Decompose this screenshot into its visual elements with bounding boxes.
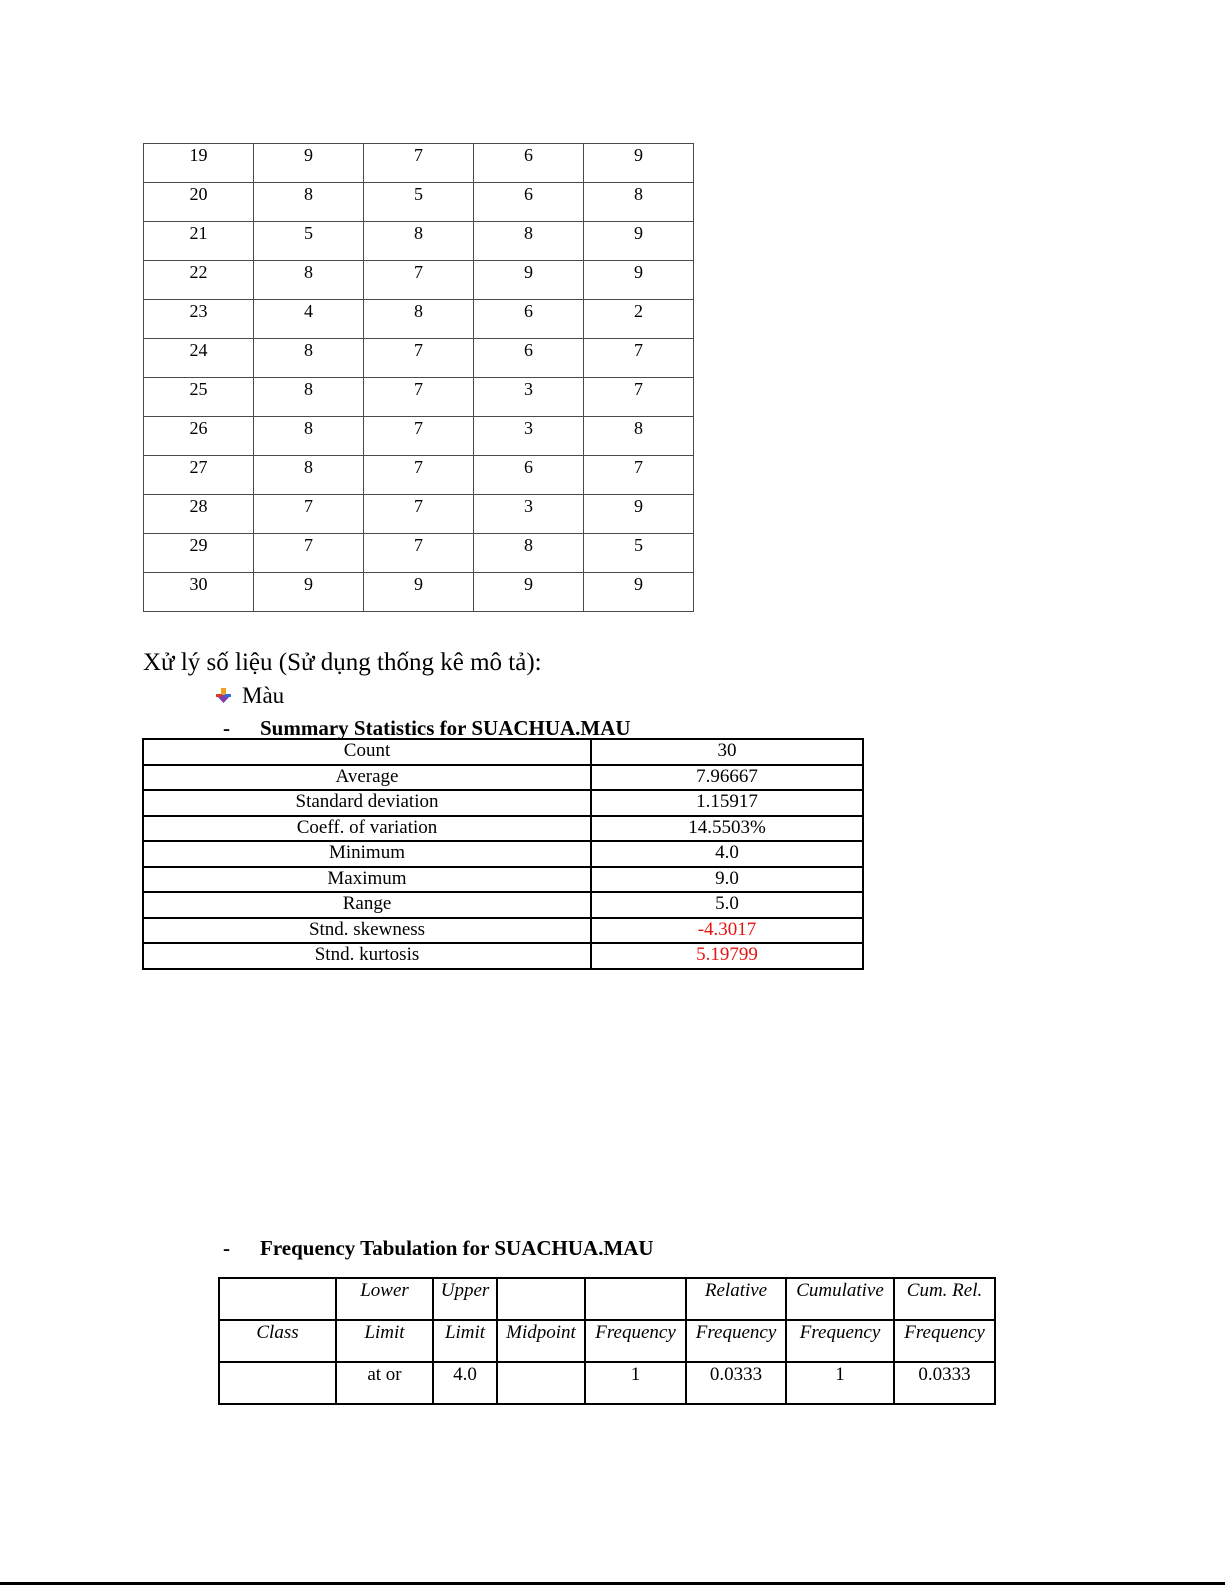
stat-value: 1.15917	[591, 790, 863, 816]
table-cell: 9	[254, 573, 364, 612]
stat-label: Average	[143, 765, 591, 791]
table-row	[144, 222, 694, 261]
row-number-cell: 29	[144, 534, 254, 573]
table-cell: 8	[254, 417, 364, 456]
table-row	[144, 144, 694, 183]
table-cell: 8	[364, 300, 474, 339]
column-header: Cumulative	[786, 1278, 894, 1320]
summary-statistics-table	[142, 738, 864, 970]
table-cell: 7	[364, 456, 474, 495]
table-cell: 8	[254, 183, 364, 222]
table-row	[143, 739, 863, 765]
column-header: Relative	[686, 1278, 786, 1320]
arrow-down-icon	[215, 687, 232, 704]
column-header: Frequency	[585, 1320, 686, 1362]
stat-label: Minimum	[143, 841, 591, 867]
column-header	[585, 1278, 686, 1320]
stat-value: 9.0	[591, 867, 863, 893]
column-header: Frequency	[686, 1320, 786, 1362]
table-cell: 7	[584, 378, 694, 417]
table-row	[143, 918, 863, 944]
table-cell: 3	[474, 495, 584, 534]
table-row	[144, 417, 694, 456]
table-cell: 9	[584, 144, 694, 183]
table-cell: 8	[254, 261, 364, 300]
table-cell: 6	[474, 144, 584, 183]
table-cell: 9	[254, 144, 364, 183]
row-number-cell: 23	[144, 300, 254, 339]
table-cell: 0.0333	[894, 1362, 995, 1404]
table-cell: 7	[584, 339, 694, 378]
column-header: Class	[219, 1320, 336, 1362]
table-cell: 7	[364, 144, 474, 183]
table-cell: 0.0333	[686, 1362, 786, 1404]
table-cell: 8	[254, 378, 364, 417]
header-row	[219, 1320, 995, 1362]
table-cell: 4.0	[433, 1362, 497, 1404]
table-row	[143, 790, 863, 816]
stat-label: Stnd. skewness	[143, 918, 591, 944]
stat-value: 7.96667	[591, 765, 863, 791]
stat-label: Range	[143, 892, 591, 918]
row-number-cell: 21	[144, 222, 254, 261]
table-cell: 3	[474, 378, 584, 417]
table-cell: 5	[254, 222, 364, 261]
column-header: Lower	[336, 1278, 433, 1320]
column-header: Cum. Rel.	[894, 1278, 995, 1320]
table-cell: at or	[336, 1362, 433, 1404]
table-row	[143, 943, 863, 969]
table-cell: 7	[364, 417, 474, 456]
raw-data-table	[143, 143, 694, 612]
stat-value: -4.3017	[591, 918, 863, 944]
table-cell: 8	[474, 534, 584, 573]
table-cell: 8	[364, 222, 474, 261]
table-row	[144, 378, 694, 417]
table-cell: 1	[786, 1362, 894, 1404]
column-header: Frequency	[894, 1320, 995, 1362]
table-cell: 7	[254, 534, 364, 573]
table-cell: 9	[584, 222, 694, 261]
table-cell: 7	[254, 495, 364, 534]
table-cell: 9	[584, 495, 694, 534]
table-row	[144, 339, 694, 378]
table-cell: 8	[584, 417, 694, 456]
dash-marker: -	[223, 716, 230, 740]
stat-value: 30	[591, 739, 863, 765]
row-number-cell: 20	[144, 183, 254, 222]
column-header	[219, 1278, 336, 1320]
row-number-cell: 27	[144, 456, 254, 495]
table-cell: 7	[364, 378, 474, 417]
row-number-cell: 30	[144, 573, 254, 612]
table-cell: 8	[474, 222, 584, 261]
table-row	[143, 765, 863, 791]
table-row	[144, 573, 694, 612]
frequency-title-text: Frequency Tabulation for SUACHUA.MAU	[260, 1236, 654, 1260]
column-header: Upper	[433, 1278, 497, 1320]
table-row	[143, 892, 863, 918]
table-cell	[219, 1362, 336, 1404]
column-header: Limit	[336, 1320, 433, 1362]
table-cell: 2	[584, 300, 694, 339]
stat-label: Stnd. kurtosis	[143, 943, 591, 969]
row-number-cell: 19	[144, 144, 254, 183]
section-heading: Xử lý số liệu (Sử dụng thống kê mô tả):	[143, 649, 542, 676]
bullet-item-mau	[215, 682, 284, 710]
table-cell: 7	[584, 456, 694, 495]
table-cell: 8	[584, 183, 694, 222]
table-cell: 9	[364, 573, 474, 612]
row-number-cell: 25	[144, 378, 254, 417]
column-header	[497, 1278, 585, 1320]
table-cell: 7	[364, 261, 474, 300]
stat-value: 5.0	[591, 892, 863, 918]
row-number-cell: 26	[144, 417, 254, 456]
table-cell: 8	[254, 456, 364, 495]
column-header: Frequency	[786, 1320, 894, 1362]
frequency-title	[223, 1236, 654, 1260]
table-cell: 6	[474, 339, 584, 378]
table-cell: 7	[364, 339, 474, 378]
table-cell: 5	[584, 534, 694, 573]
dash-marker: -	[223, 1236, 230, 1260]
table-cell: 9	[584, 573, 694, 612]
column-header: Limit	[433, 1320, 497, 1362]
table-row	[144, 534, 694, 573]
table-cell: 6	[474, 300, 584, 339]
stat-label: Coeff. of variation	[143, 816, 591, 842]
table-row	[144, 456, 694, 495]
summary-title-text: Summary Statistics for SUACHUA.MAU	[260, 716, 631, 740]
row-number-cell: 28	[144, 495, 254, 534]
stat-value: 4.0	[591, 841, 863, 867]
table-cell: 9	[584, 261, 694, 300]
column-header: Midpoint	[497, 1320, 585, 1362]
table-cell: 9	[474, 261, 584, 300]
table-cell: 9	[474, 573, 584, 612]
table-row	[144, 300, 694, 339]
table-row	[143, 867, 863, 893]
stat-label: Maximum	[143, 867, 591, 893]
summary-title	[223, 716, 631, 740]
bullet-label: Màu	[242, 683, 285, 708]
row-number-cell: 24	[144, 339, 254, 378]
table-row	[219, 1362, 995, 1404]
table-cell: 6	[474, 183, 584, 222]
row-number-cell: 22	[144, 261, 254, 300]
table-cell: 7	[364, 495, 474, 534]
table-cell: 8	[254, 339, 364, 378]
table-row	[144, 261, 694, 300]
table-row	[144, 495, 694, 534]
table-row	[143, 816, 863, 842]
stat-value: 5.19799	[591, 943, 863, 969]
stat-label: Standard deviation	[143, 790, 591, 816]
table-cell: 1	[585, 1362, 686, 1404]
table-row	[144, 183, 694, 222]
frequency-tabulation-table	[218, 1277, 996, 1405]
table-row	[143, 841, 863, 867]
table-cell: 4	[254, 300, 364, 339]
table-cell: 5	[364, 183, 474, 222]
table-cell	[497, 1362, 585, 1404]
header-row	[219, 1278, 995, 1320]
table-cell: 6	[474, 456, 584, 495]
stat-value: 14.5503%	[591, 816, 863, 842]
table-cell: 7	[364, 534, 474, 573]
stat-label: Count	[143, 739, 591, 765]
table-cell: 3	[474, 417, 584, 456]
